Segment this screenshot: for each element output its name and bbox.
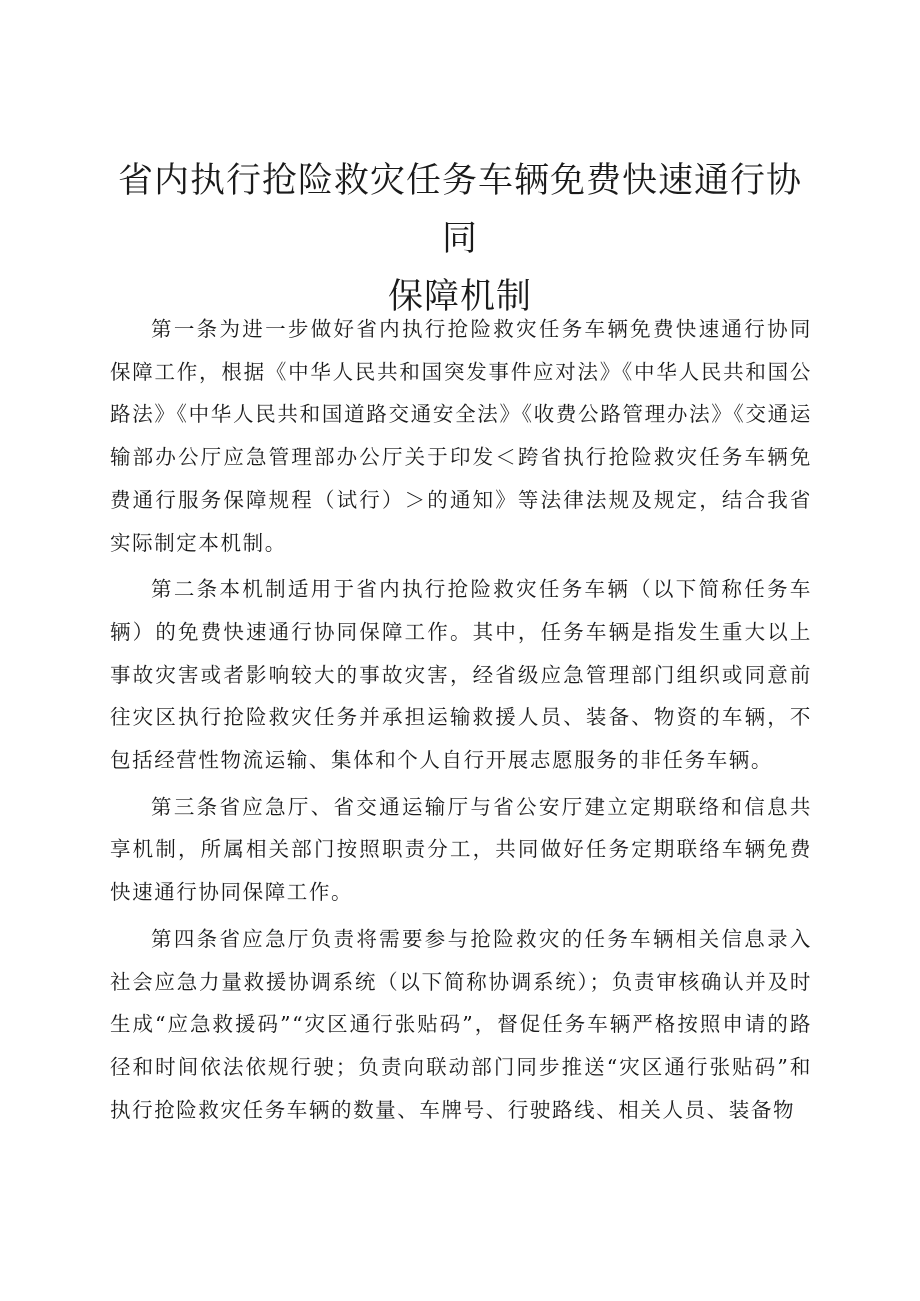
article-2-paragraph: 第二条本机制适用于省内执行抢险救灾任务车辆（以下简称任务车辆）的免费快速通行协同保障工作。其中，任务车辆是指发生重大以上事故灾害或者影响较大的事故灾害，经省级应急管理部门组织或同意前往灾区执行抢险救灾任务并承担运输救援人员、装备、物资的车辆，不包括经营性物流运输、集体和个人自行开展志愿服务的非任务车辆。 (110, 577, 812, 773)
document-title (110, 152, 810, 326)
document-body (110, 308, 812, 1135)
title-line-1: 省内执行抢险救灾任务车辆免费快速通行协同 (117, 161, 802, 259)
title-line-2: 保障机制 (387, 277, 532, 317)
article-3-paragraph: 第三条省应急厅、省交通运输厅与省公安厅建立定期联络和信息共享机制，所属相关部门按照职责分工，共同做好任务定期联络车辆免费快速通行协同保障工作。 (110, 794, 812, 905)
article-4-paragraph: 第四条省应急厅负责将需要参与抢险救灾的任务车辆相关信息录入社会应急力量救援协调系统（以下简称协调系统）；负责审核确认并及时生成“应急救援码”“灾区通行张贴码”，督促任务车辆严格按照申请的路径和时间依法依规行驶；负责向联动部门同步推送“灾区通行张贴码”和执行抢险救灾任务车辆的数量、车牌号、行驶路线、相关人员、装备物 (110, 926, 812, 1122)
article-1-paragraph: 第一条为进一步做好省内执行抢险救灾任务车辆免费快速通行协同保障工作，根据《中华人民共和国突发事件应对法》《中华人民共和国公路法》《中华人民共和国道路交通安全法》《收费公路管理办法》《交通运输部办公厅应急管理部办公厅关于印发＜跨省执行抢险救灾任务车辆免费通行服务保障规程（试行）＞的通知》等法律法规及规定，结合我省实际制定本机制。 (110, 317, 812, 555)
